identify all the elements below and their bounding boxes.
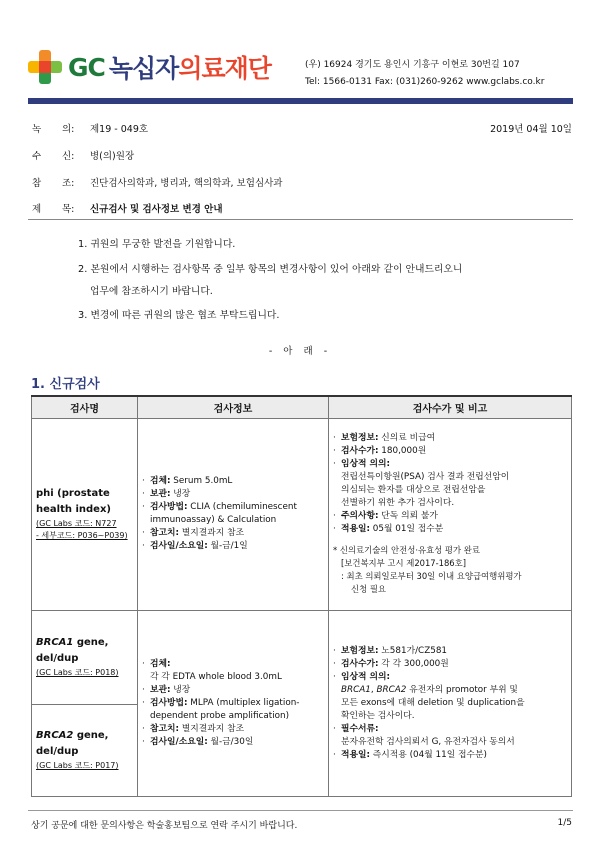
subject-divider (28, 219, 573, 220)
reference-value: 진단검사의학과, 병리과, 핵의학과, 보험심사과 (90, 178, 283, 189)
fee-item: · 검사수가: 180,000원 (333, 446, 427, 456)
info-item: · 검사방법: MLPA (multiplex ligation- (142, 697, 300, 708)
info-item-cont: dependent probe amplification) (150, 710, 290, 721)
test-name-line: BRCA1 gene, (36, 637, 109, 648)
doc-number-row (32, 121, 148, 135)
fee-item: · 적용일: 05월 01일 접수분 (333, 524, 444, 534)
address-line: (우) 16924 경기도 용인시 기흥구 이현로 30번길 107 (305, 60, 520, 70)
doc-number-label2: 의: (62, 124, 75, 135)
info-item: · 검사일/소요일: 월-금/30일 (142, 736, 254, 747)
fee-item: · 보험정보: 신의료 비급여 (333, 433, 436, 443)
section-title: 1. 신규검사 (31, 377, 100, 392)
fee-item-cont: 전립선특이항원(PSA) 검사 결과 전립선암이 (341, 472, 510, 482)
subject-label: 제 (32, 204, 42, 215)
info-item: · 검체: Serum 5.0mL (142, 476, 233, 486)
address-block (305, 57, 544, 91)
test-info-cell (138, 418, 329, 610)
fee-item: · 적용일: 즉시적용 (04월 11일 접수분) (333, 749, 487, 760)
paragraph-3: 3. 변경에 따른 귀원의 많은 협조 부탁드립니다. (78, 310, 280, 321)
doc-number-value: 제19 - 049호 (90, 124, 149, 135)
fee-item-cont: BRCA1, BRCA2 유전자의 promotor 부위 및 (341, 684, 518, 695)
fee-item: · 보험정보: 노581가/CZ581 (333, 645, 448, 656)
test-code: (GC Labs 코드: N727 (36, 519, 117, 528)
test-name-line: phi (prostate (36, 488, 110, 499)
reference-row (32, 175, 282, 189)
fee-item: · 검사수가: 각 각 300,000원 (333, 658, 449, 669)
fee-item-cont: 선별하기 위한 추가 검사이다. (341, 498, 455, 508)
fee-item-cont: 의심되는 환자를 대상으로 전립선암을 (341, 485, 486, 495)
fee-item: · 임상적 의의: (333, 671, 391, 682)
note-line: [보건복지부 고시 제2017-186호] (341, 558, 466, 568)
info-item: · 보관: 냉장 (142, 489, 191, 499)
recipient-label: 수 (32, 151, 42, 162)
info-item: · 참고치: 별지결과지 참조 (142, 528, 245, 538)
table-row (32, 610, 572, 704)
subject-label2: 목: (62, 204, 75, 215)
recipient-row (32, 148, 134, 162)
note-line: : 최초 의뢰일로부터 30일 이내 요양급여행위평가 (341, 571, 522, 581)
info-item: · 참고치: 별지결과지 참조 (142, 723, 245, 734)
logo-text-gc: GC (68, 52, 105, 82)
info-item-cont: immunoassay) & Calculation (150, 515, 277, 525)
table-header-row (32, 396, 572, 418)
info-item: · 검체: (142, 658, 171, 669)
test-code: (GC Labs 코드: P018) (36, 668, 119, 677)
info-item: · 보관: 냉장 (142, 684, 191, 695)
document-date: 2019년 04월 10일 (490, 124, 572, 135)
col-header-test-info: 검사정보 (138, 396, 329, 418)
test-info-cell (138, 610, 329, 796)
subject-value: 신규검사 및 검사정보 변경 안내 (90, 204, 223, 215)
logo-text-name2: 의료재단 (178, 54, 271, 83)
info-item-cont: 각 각 EDTA whole blood 3.0mL (150, 671, 282, 682)
fee-item-cont: 분자유전학 검사의뢰서 G, 유전자검사 동의서 (341, 736, 515, 747)
below-heading: - 아 래 - (268, 346, 332, 357)
fee-notes-cell (329, 418, 572, 610)
recipient-value: 병(의)원장 (90, 151, 135, 162)
new-tests-table (31, 395, 572, 797)
test-code: (GC Labs 코드: P017) (36, 761, 119, 770)
table-row (32, 418, 572, 610)
test-name-line: BRCA2 gene, (36, 730, 109, 741)
fee-item-cont: 확인하는 검사이다. (341, 710, 415, 721)
info-item: · 검사일/소요일: 월-금/1일 (142, 541, 248, 551)
page-number: 1/5 (557, 818, 572, 828)
reference-label: 참 (32, 178, 42, 189)
reference-label2: 조: (62, 178, 75, 189)
paragraph-2b: 업무에 참조하시기 바랍니다. (90, 286, 213, 297)
company-logo (28, 50, 298, 84)
subject-row (32, 201, 223, 215)
medical-cross-icon (28, 50, 62, 84)
test-name-line: del/dup (36, 746, 79, 757)
fee-item-cont: 모든 exons에 대해 deletion 및 duplication을 (341, 697, 525, 708)
fee-item: · 필수서류: (333, 723, 379, 734)
test-name-line: del/dup (36, 653, 79, 664)
footer-text: 상기 공문에 대한 문의사항은 학술홍보팀으로 연락 주시기 바랍니다. (31, 821, 298, 831)
col-header-fee-notes: 검사수가 및 비고 (329, 396, 572, 418)
info-item: · 검사방법: CLIA (chemiluminescent (142, 502, 297, 512)
test-name-cell (32, 704, 138, 796)
fee-item: · 주의사항: 단독 의뢰 불가 (333, 511, 438, 521)
paragraph-2a: 2. 본원에서 시행하는 검사항목 중 일부 항목의 변경사항이 있어 아래와 같이 안내드리오니 (78, 264, 463, 275)
recipient-label2: 신: (62, 151, 75, 162)
test-name-cell (32, 418, 138, 610)
test-name-cell (32, 610, 138, 704)
footer-divider (28, 810, 573, 811)
logo-text-name: 녹십자 (108, 54, 179, 83)
paragraph-1: 1. 귀원의 무궁한 발전을 기원합니다. (78, 239, 236, 250)
note-line: 신청 필요 (351, 584, 387, 594)
col-header-test-name: 검사명 (32, 396, 138, 418)
test-subcode: - 세부코드: P036~P039) (36, 531, 128, 540)
fee-item: · 임상적 의의: (333, 459, 391, 469)
note-line: * 신의료기술의 안전성·유효성 평가 완료 (333, 545, 480, 555)
contact-line: Tel: 1566-0131 Fax: (031)260-9262 www.gclabs.co.kr (305, 77, 545, 87)
fee-notes-cell (329, 610, 572, 796)
test-name-line: health index) (36, 504, 111, 515)
header-divider (28, 98, 573, 104)
doc-number-label: 녹 (32, 124, 42, 135)
